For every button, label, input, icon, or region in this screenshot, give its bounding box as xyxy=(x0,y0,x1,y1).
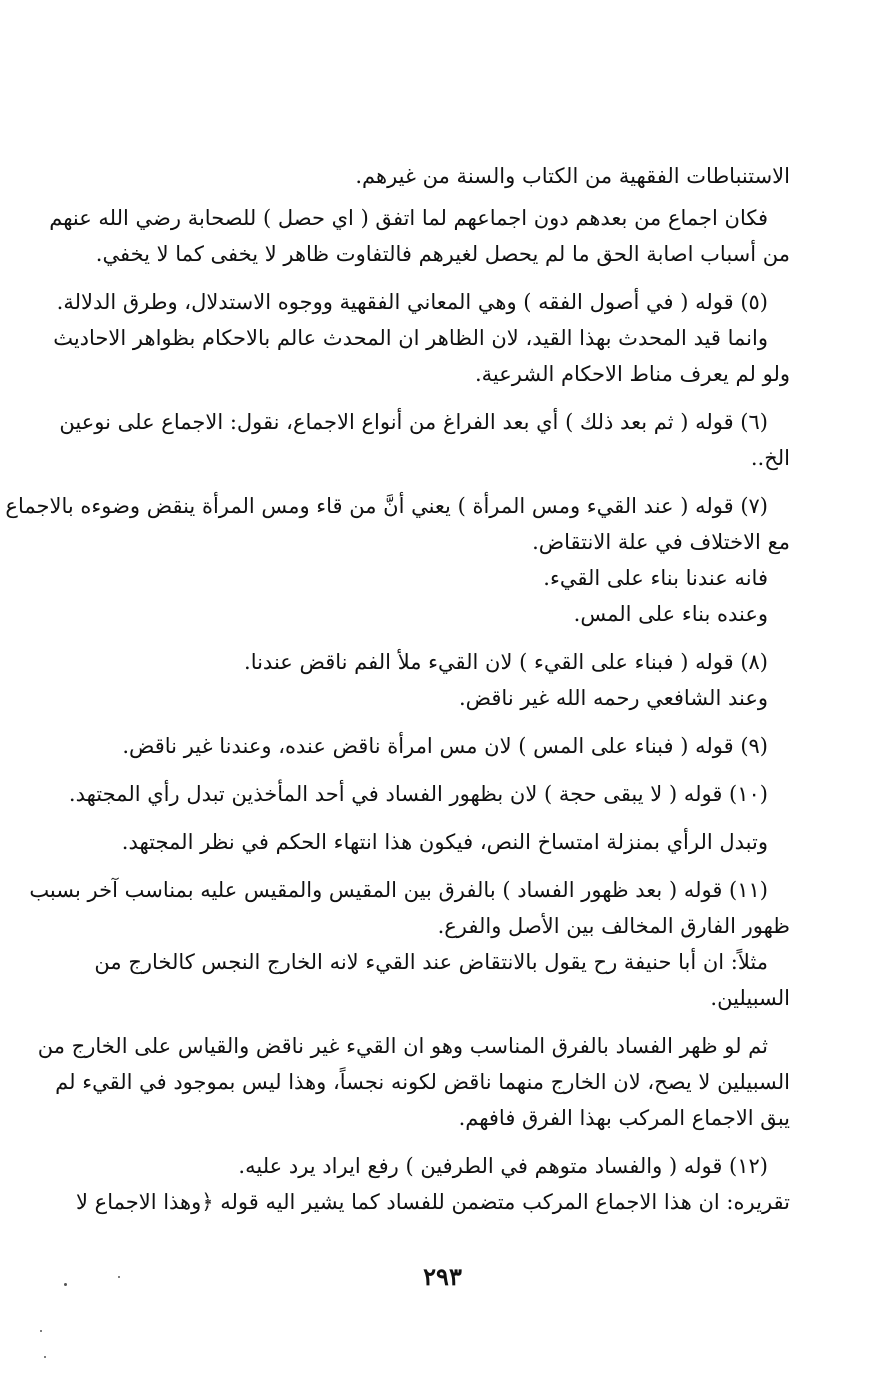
scan-speck xyxy=(118,1276,120,1278)
text-line: وعنده بناء على المس. xyxy=(573,602,768,626)
text-line: وانما قيد المحدث بهذا القيد، لان الظاهر ان المحدث عالم بالاحكام بظواهر الاحاديث xyxy=(53,326,768,350)
scan-speck xyxy=(40,1330,42,1332)
scan-speck xyxy=(44,1356,46,1358)
text-line: فكان اجماع من بعدهم دون اجماعهم لما اتفق ( اي حصل ) للصحابة رضي الله عنهم xyxy=(49,206,768,230)
text-line: فانه عندنا بناء على القيء. xyxy=(543,566,768,590)
text-line: وتبدل الرأي بمنزلة امتساخ النص، فيكون هذا انتهاء الحكم في نظر المجتهد. xyxy=(121,830,768,854)
text-line: ظهور الفارق المخالف بين الأصل والفرع. xyxy=(437,914,790,938)
text-line: (٦) قوله ( ثم بعد ذلك ) أي بعد الفراغ من أنواع الاجماع، نقول: الاجماع على نوعين xyxy=(59,410,768,434)
text-line: السبيلين لا يصح، لان الخارج منهما ناقض لكونه نجساً، وهذا ليس بموجود في القيء لم xyxy=(55,1070,790,1094)
text-line: وعند الشافعي رحمه الله غير ناقض. xyxy=(458,686,768,710)
text-line: (١٢) قوله ( والفساد متوهم في الطرفين ) رفع ايراد يرد عليه. xyxy=(238,1154,768,1178)
text-line: (٥) قوله ( في أصول الفقه ) وهي المعاني الفقهية ووجوه الاستدلال، وطرق الدلالة. xyxy=(56,290,768,314)
text-line: الخ.. xyxy=(750,446,790,470)
text-line: ثم لو ظهر الفساد بالفرق المناسب وهو ان القيء غير ناقض والقياس على الخارج من xyxy=(37,1034,768,1058)
text-line: (٧) قوله ( عند القيء ومس المرأة ) يعني أنَّ من قاء ومس المرأة ينقض وضوءه بالاجماع xyxy=(5,494,768,518)
text-line: (٨) قوله ( فبناء على القيء ) لان القيء ملأ الفم ناقض عندنا. xyxy=(244,650,768,674)
text-line: من أسباب اصابة الحق ما لم يحصل لغيرهم فالتفاوت ظاهر لا يخفى كما لا يخفي. xyxy=(95,242,790,266)
text-line: يبق الاجماع المركب بهذا الفرق فافهم. xyxy=(458,1106,790,1130)
text-line: (١٠) قوله ( لا يبقى حجة ) لان بظهور الفساد في أحد المأخذين تبدل رأي المجتهد. xyxy=(68,782,768,806)
body-text xyxy=(5,158,790,1220)
text-line: مثلاً: ان أبا حنيفة رح يقول بالانتقاض عند القيء لانه الخارج النجس كالخارج من xyxy=(94,950,768,974)
text-line: الاستنباطات الفقهية من الكتاب والسنة من غيرهم. xyxy=(355,164,790,188)
text-line: (١١) قوله ( بعد ظهور الفساد ) بالفرق بين المقيس والمقيس عليه بمناسب آخر بسبب xyxy=(29,878,768,902)
text-line: تقريره: ان هذا الاجماع المركب متضمن للفساد كما يشير اليه قوله ﴿وهذا الاجماع لا xyxy=(76,1190,790,1214)
scan-speck xyxy=(64,1283,67,1286)
text-line: مع الاختلاف في علة الانتقاض. xyxy=(532,530,790,554)
text-line: (٩) قوله ( فبناء على المس ) لان مس امرأة ناقض عنده، وعندنا غير ناقض. xyxy=(122,734,768,758)
text-line: ولو لم يعرف مناط الاحكام الشرعية. xyxy=(474,362,790,386)
text-line: السبيلين. xyxy=(710,986,790,1010)
page-number: ٢٩٣ xyxy=(423,1262,462,1291)
